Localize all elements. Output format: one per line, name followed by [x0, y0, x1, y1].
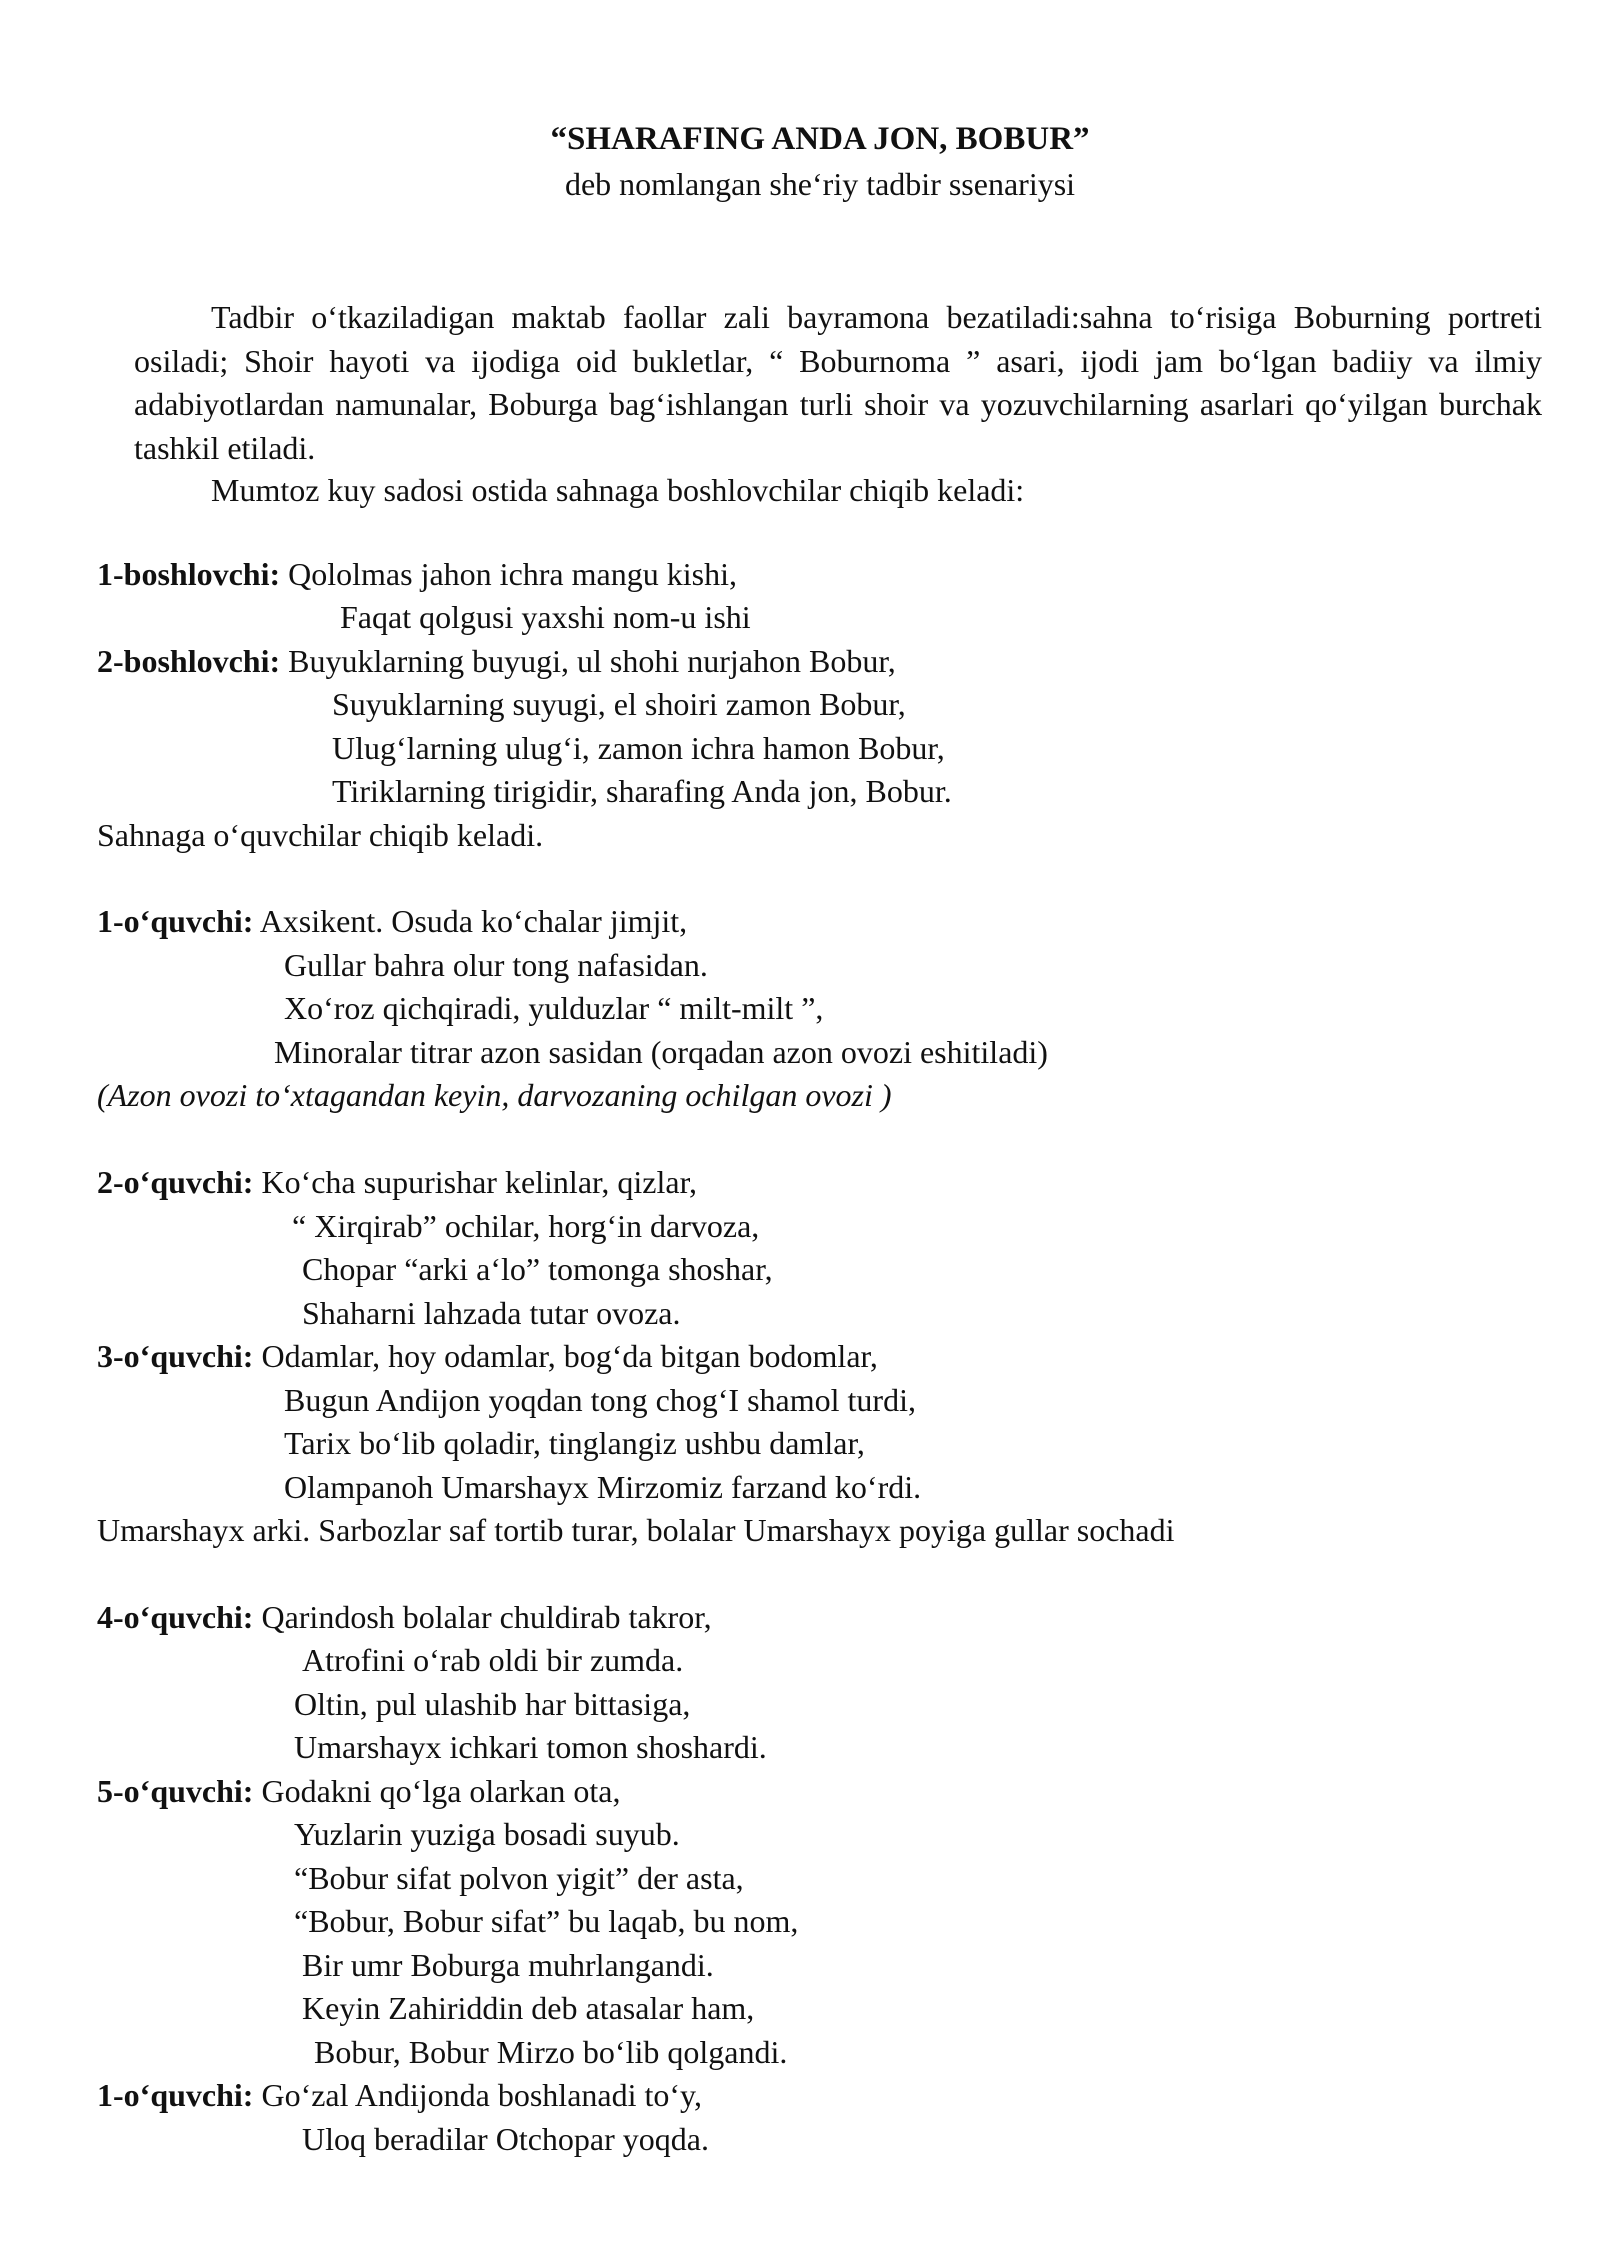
line-text: Uloq beradilar Otchopar yoqda.	[302, 2121, 709, 2157]
speaker-label: 5-o‘quvchi:	[97, 1773, 254, 1809]
script-line	[97, 553, 737, 597]
script-line	[284, 1379, 916, 1423]
script-line	[340, 596, 751, 640]
line-text: Axsikent. Osuda ko‘chalar jimjit,	[253, 903, 688, 939]
script-line	[302, 2118, 709, 2162]
line-text: Tiriklarning tirigidir, sharafing Anda jon, Bobur.	[332, 773, 952, 809]
line-text: “Bobur sifat polvon yigit” der asta,	[294, 1860, 744, 1896]
stage-direction	[97, 1509, 1174, 1553]
intro-paragraph: Tadbir o‘tkaziladigan maktab faollar zali bayramona bezatiladi:sahna to‘risiga Boburning portreti osiladi; Shoir hayoti va ijodiga oid bukletlar, “ Boburnoma ” asari, ijodi jam bo‘lgan badiiy va ilmiy adabiyotlardan namunalar, Boburga bag‘ishlangan turli shoir va yozuvchilarning asarlari qo‘yilgan burchak tashkil etiladi.	[134, 299, 1542, 466]
line-text: Minoralar titrar azon sasidan (orqadan azon ovozi eshitiladi)	[274, 1034, 1048, 1070]
line-text: Suyuklarning suyugi, el shoiri zamon Bobur,	[332, 686, 906, 722]
script-line	[294, 1683, 690, 1727]
stage-direction	[97, 1074, 892, 1118]
line-text: Godakni qo‘lga olarkan ota,	[253, 1773, 621, 1809]
line-text: Bir umr Boburga muhrlangandi.	[302, 1947, 714, 1983]
script-line	[332, 683, 906, 727]
script-line	[302, 1944, 714, 1988]
script-line	[332, 770, 952, 814]
script-line	[284, 1466, 921, 1510]
script-line	[302, 1987, 754, 2031]
script-line	[302, 1639, 683, 1683]
line-text: Xo‘roz qichqiradi, yulduzlar “ milt-milt ”,	[284, 990, 824, 1026]
script-line	[292, 1205, 759, 1249]
line-text: Qololmas jahon ichra mangu kishi,	[280, 556, 737, 592]
script-line	[97, 900, 687, 944]
speaker-label: 3-o‘quvchi:	[97, 1338, 254, 1374]
line-text: Ulug‘larning ulug‘i, zamon ichra hamon Bobur,	[332, 730, 945, 766]
line-text: Faqat qolgusi yaxshi nom-u ishi	[340, 599, 751, 635]
script-line	[294, 1813, 680, 1857]
line-text: “Bobur, Bobur sifat” bu laqab, bu nom,	[294, 1903, 799, 1939]
line-text: Gullar bahra olur tong nafasidan.	[284, 947, 708, 983]
script-line	[302, 1292, 681, 1336]
line-text: Bugun Andijon yoqdan tong chog‘I shamol turdi,	[284, 1382, 916, 1418]
line-text: Olampanoh Umarshayx Mirzomiz farzand ko‘rdi.	[284, 1469, 922, 1505]
line-text: Tarix bo‘lib qoladir, tinglangiz ushbu damlar,	[284, 1425, 865, 1461]
script-line	[97, 640, 896, 684]
line-text: Keyin Zahiriddin deb atasalar ham,	[302, 1990, 755, 2026]
line-text: “ Xirqirab” ochilar, horg‘in darvoza,	[292, 1208, 760, 1244]
line-text: Qarindosh bolalar chuldirab takror,	[253, 1599, 712, 1635]
script-line	[97, 1335, 878, 1379]
script-line	[97, 2074, 702, 2118]
line-text: Umarshayx arki. Sarbozlar saf tortib turar, bolalar Umarshayx poyiga gullar sochadi	[97, 1512, 1175, 1548]
script-line	[314, 2031, 787, 2075]
script-line	[284, 1422, 865, 1466]
script-line	[294, 1726, 767, 1770]
line-text: Atrofini o‘rab oldi bir zumda.	[302, 1642, 684, 1678]
script-line	[97, 1161, 697, 1205]
speaker-label: 1-o‘quvchi:	[97, 2077, 254, 2113]
script-line	[274, 1031, 1048, 1075]
line-text: Ko‘cha supurishar kelinlar, qizlar,	[253, 1164, 697, 1200]
speaker-label: 2-o‘quvchi:	[97, 1164, 254, 1200]
script-line	[302, 1248, 773, 1292]
line-text: Buyuklarning buyugi, ul shohi nurjahon Bobur,	[280, 643, 896, 679]
line-text: Sahnaga o‘quvchilar chiqib keladi.	[97, 817, 544, 853]
line-text: Shaharni lahzada tutar ovoza.	[302, 1295, 681, 1331]
line-text: Go‘zal Andijonda boshlanadi to‘y,	[253, 2077, 702, 2113]
script-line	[332, 727, 945, 771]
line-text: Umarshayx ichkari tomon shoshardi.	[294, 1729, 767, 1765]
speaker-label: 4-o‘quvchi:	[97, 1599, 254, 1635]
intro-line: Mumtoz kuy sadosi ostida sahnaga boshlovchilar chiqib keladi:	[211, 472, 1025, 508]
script-line	[294, 1857, 744, 1901]
script-line	[284, 944, 708, 988]
script-line	[284, 987, 823, 1031]
line-text: Oltin, pul ulashib har bittasiga,	[294, 1686, 691, 1722]
document-title: “SHARAFING ANDA JON, BOBUR”	[550, 121, 1090, 157]
line-text: Bobur, Bobur Mirzo bo‘lib qolgandi.	[314, 2034, 788, 2070]
script-line	[97, 1596, 712, 1640]
script-line	[294, 1900, 798, 1944]
speaker-label: 1-boshlovchi:	[97, 556, 281, 592]
line-text: Odamlar, hoy odamlar, bog‘da bitgan bodomlar,	[253, 1338, 878, 1374]
stage-direction	[97, 814, 543, 858]
speaker-label: 2-boshlovchi:	[97, 643, 281, 679]
script-line	[97, 1770, 620, 1814]
line-text: Chopar “arki a‘lo” tomonga shoshar,	[302, 1251, 773, 1287]
document-subtitle: deb nomlangan she‘riy tadbir ssenariysi	[564, 166, 1076, 202]
line-text: (Azon ovozi to‘xtagandan keyin, darvozaning ochilgan ovozi )	[97, 1077, 892, 1113]
speaker-label: 1-o‘quvchi:	[97, 903, 254, 939]
line-text: Yuzlarin yuziga bosadi suyub.	[294, 1816, 680, 1852]
